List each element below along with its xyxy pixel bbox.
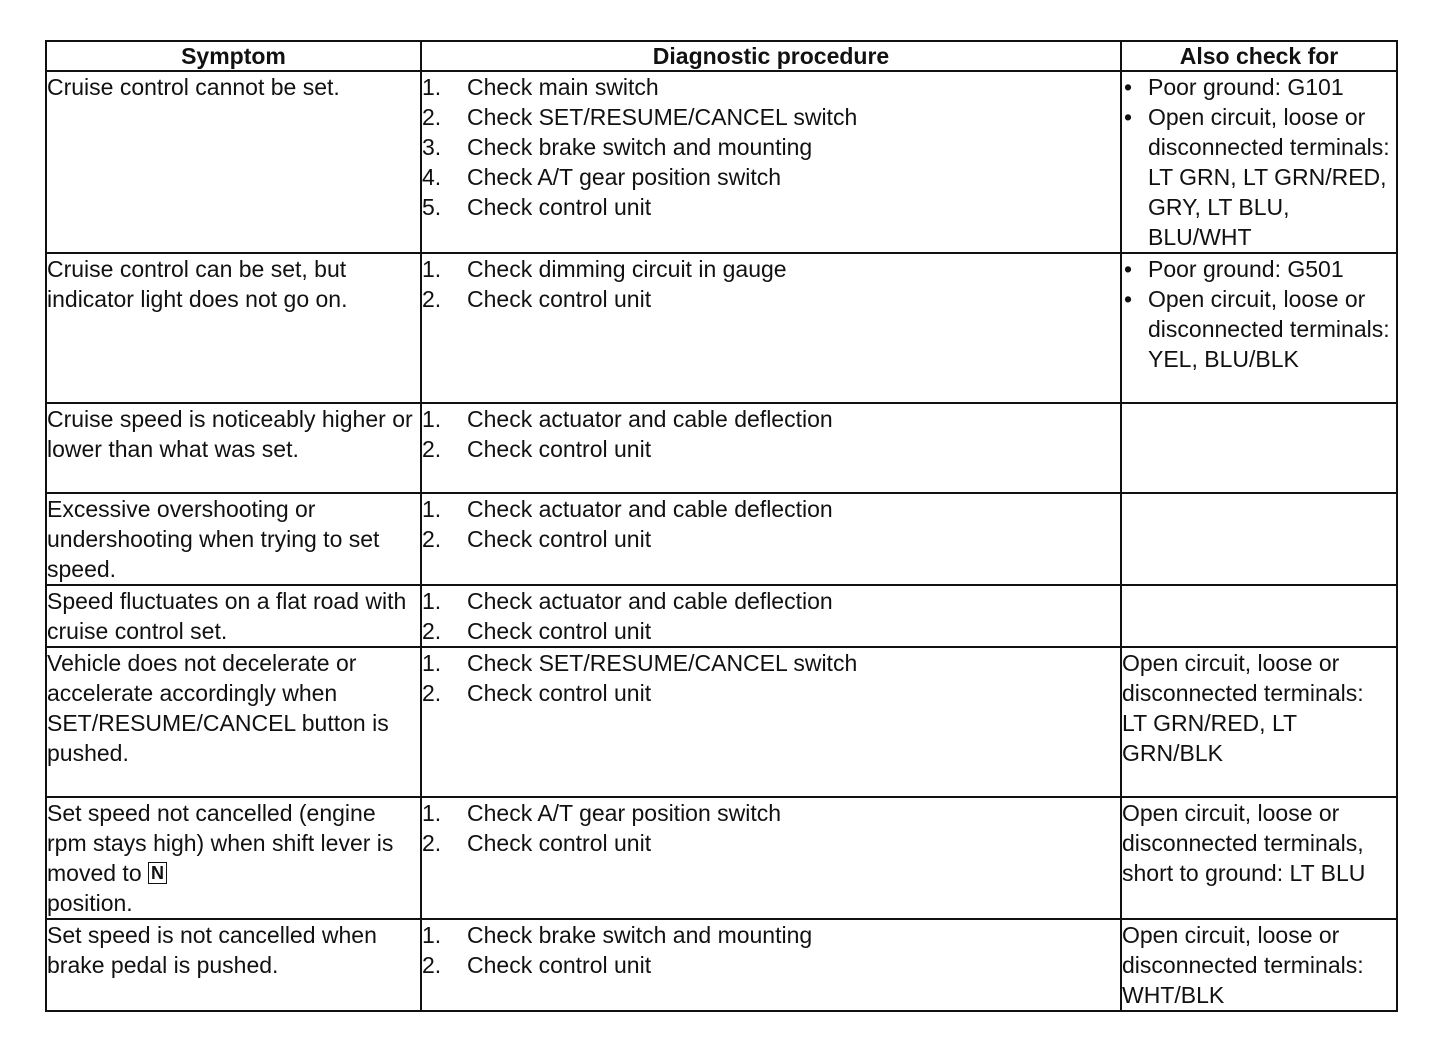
procedure-cell: [421, 585, 1121, 647]
step-text: Check main switch: [467, 74, 659, 100]
step-text: Check control unit: [467, 618, 652, 644]
table-row: [46, 647, 1397, 797]
step-text: Check SET/RESUME/CANCEL switch: [467, 104, 858, 130]
procedure-cell: [421, 403, 1121, 493]
header-also-check: Also check for: [1121, 41, 1397, 71]
bullet-icon: •: [1124, 74, 1133, 100]
step-number: 2.: [422, 830, 442, 856]
bullet-item: [1122, 284, 1396, 374]
bullet-icon: •: [1124, 104, 1133, 130]
procedure-step: [422, 404, 1120, 434]
step-number: 2.: [422, 286, 442, 312]
symptom-text: position.: [47, 890, 133, 916]
also-check-text: Open circuit, loose or disconnected terminals:: [1122, 650, 1364, 706]
step-number: 2.: [422, 526, 442, 552]
procedure-step: [422, 798, 1120, 828]
step-text: Check actuator and cable deflection: [467, 496, 833, 522]
step-text: Check actuator and cable deflection: [467, 406, 833, 432]
also-check-text: LT GRN/RED, LT GRN/BLK: [1122, 710, 1297, 766]
step-number: 1.: [422, 406, 442, 432]
bullet-icon: •: [1124, 286, 1133, 312]
also-check-cell: [1121, 647, 1397, 797]
symptom-cell: Excessive overshooting or undershooting when trying to set speed.: [46, 493, 421, 585]
step-number: 2.: [422, 618, 442, 644]
procedure-step: [422, 72, 1120, 102]
table-row: [46, 585, 1397, 647]
symptom-cell: Cruise control cannot be set.: [46, 71, 421, 253]
table-row: [46, 71, 1397, 253]
procedure-step: [422, 284, 1120, 314]
step-number: 1.: [422, 650, 442, 676]
table-row: [46, 797, 1397, 919]
procedure-cell: [421, 919, 1121, 1011]
procedure-step: [422, 494, 1120, 524]
symptom-cell: Vehicle does not decelerate or accelerate accordingly when SET/RESUME/CANCEL button is pushed.: [46, 647, 421, 797]
step-number: 2.: [422, 104, 442, 130]
step-text: Check control unit: [467, 680, 652, 706]
step-text: Check control unit: [467, 286, 652, 312]
header-symptom: Symptom: [46, 41, 421, 71]
also-check-cell: [1121, 71, 1397, 253]
step-text: Check A/T gear position switch: [467, 800, 782, 826]
procedure-cell: [421, 797, 1121, 919]
procedure-cell: [421, 493, 1121, 585]
step-number: 1.: [422, 256, 442, 282]
step-text: Check SET/RESUME/CANCEL switch: [467, 650, 858, 676]
bullet-icon: •: [1124, 256, 1133, 282]
table-row: [46, 493, 1397, 585]
bullet-text: Poor ground: G501: [1148, 256, 1344, 282]
procedure-step: [422, 950, 1120, 980]
neutral-position-icon: N: [148, 862, 167, 884]
procedure-step: [422, 616, 1120, 646]
step-number: 2.: [422, 680, 442, 706]
procedure-step: [422, 162, 1120, 192]
symptom-cell: Cruise speed is noticeably higher or lower than what was set.: [46, 403, 421, 493]
step-number: 5.: [422, 194, 442, 220]
diagnostic-table: [45, 40, 1398, 1012]
step-number: 2.: [422, 436, 442, 462]
also-check-cell: [1121, 403, 1397, 493]
procedure-step: [422, 434, 1120, 464]
step-number: 1.: [422, 496, 442, 522]
procedure-step: [422, 586, 1120, 616]
procedure-cell: [421, 253, 1121, 403]
step-text: Check A/T gear position switch: [467, 164, 782, 190]
symptom-cell: Speed fluctuates on a flat road with cruise control set.: [46, 585, 421, 647]
also-check-cell: [1121, 493, 1397, 585]
procedure-step: [422, 678, 1120, 708]
step-number: 1.: [422, 74, 442, 100]
procedure-step: [422, 132, 1120, 162]
bullet-item: [1122, 102, 1396, 252]
step-text: Check control unit: [467, 194, 652, 220]
also-check-cell: Open circuit, loose or disconnected terminals, short to ground: LT BLU: [1121, 797, 1397, 919]
step-text: Check control unit: [467, 436, 652, 462]
procedure-step: [422, 828, 1120, 858]
step-number: 1.: [422, 588, 442, 614]
step-text: Check dimming circuit in gauge: [467, 256, 787, 282]
also-check-cell: [1121, 253, 1397, 403]
symptom-text: Set speed not cancelled (engine rpm stays high) when shift lever is moved to: [47, 800, 394, 886]
symptom-cell: [46, 797, 421, 919]
step-text: Check brake switch and mounting: [467, 134, 813, 160]
step-text: Check brake switch and mounting: [467, 922, 813, 948]
table-row: [46, 919, 1397, 1011]
bullet-item: [1122, 72, 1396, 102]
step-text: Check actuator and cable deflection: [467, 588, 833, 614]
bullet-text: Open circuit, loose or disconnected terminals: YEL, BLU/BLK: [1148, 286, 1390, 372]
procedure-step: [422, 192, 1120, 222]
procedure-step: [422, 920, 1120, 950]
table-row: [46, 403, 1397, 493]
also-check-cell: Open circuit, loose or disconnected terminals: WHT/BLK: [1121, 919, 1397, 1011]
symptom-cell: Set speed is not cancelled when brake pedal is pushed.: [46, 919, 421, 1011]
procedure-step: [422, 524, 1120, 554]
also-check-cell: [1121, 585, 1397, 647]
step-text: Check control unit: [467, 830, 652, 856]
symptom-cell: Cruise control can be set, but indicator light does not go on.: [46, 253, 421, 403]
step-text: Check control unit: [467, 952, 652, 978]
step-number: 1.: [422, 922, 442, 948]
procedure-step: [422, 648, 1120, 678]
procedure-step: [422, 102, 1120, 132]
step-text: Check control unit: [467, 526, 652, 552]
bullet-text: Poor ground: G101: [1148, 74, 1344, 100]
step-number: 4.: [422, 164, 442, 190]
header-row: [46, 41, 1397, 71]
procedure-step: [422, 254, 1120, 284]
step-number: 3.: [422, 134, 442, 160]
bullet-item: [1122, 254, 1396, 284]
header-procedure: Diagnostic procedure: [421, 41, 1121, 71]
procedure-cell: [421, 71, 1121, 253]
procedure-cell: [421, 647, 1121, 797]
bullet-text: Open circuit, loose or disconnected terminals: LT GRN, LT GRN/RED, GRY, LT BLU, BLU/WHT: [1148, 104, 1390, 250]
table-row: [46, 253, 1397, 403]
step-number: 1.: [422, 800, 442, 826]
step-number: 2.: [422, 952, 442, 978]
